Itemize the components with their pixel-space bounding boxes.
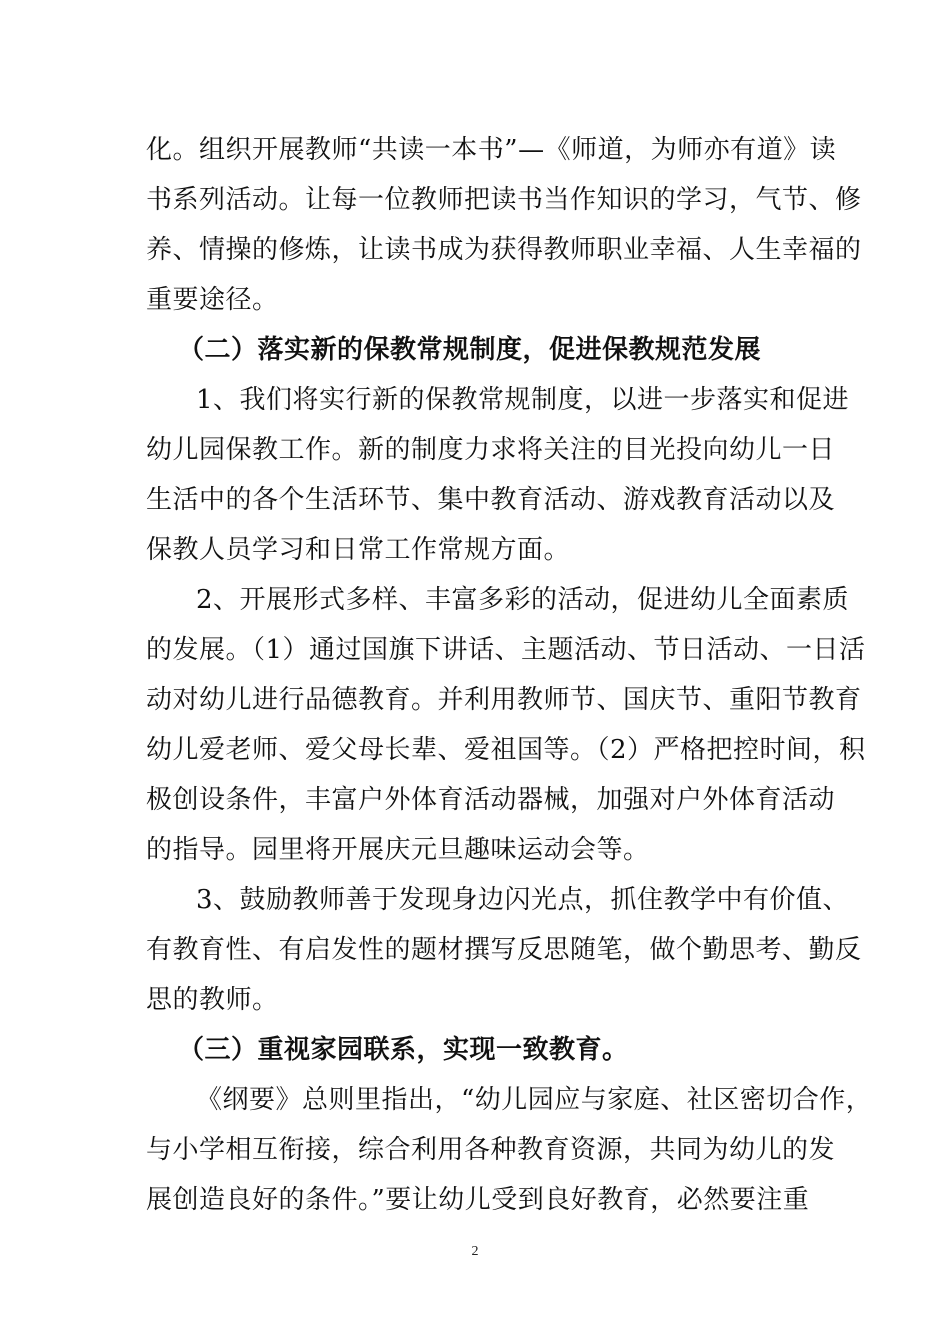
section-heading-3: （三）重视家园联系，实现一致教育。 <box>178 1035 629 1065</box>
body-text-line: 化。组织开展教师“共读一本书”—《师道，为师亦有道》读 <box>146 135 837 165</box>
body-text-line: 《纲要》总则里指出，“幼儿园应与家庭、社区密切合作， <box>196 1085 873 1115</box>
body-text-line: 的指导。园里将开展庆元旦趣味运动会等。 <box>146 835 650 865</box>
page-number: 2 <box>471 1244 479 1259</box>
body-text-line: 幼儿园保教工作。新的制度力求将关注的目光投向幼儿一日 <box>146 435 836 465</box>
body-text-line: 2、开展形式多样、丰富多彩的活动，促进幼儿全面素质 <box>196 585 850 615</box>
body-text-line: 展创造良好的条件。”要让幼儿受到良好教育，必然要注重 <box>146 1185 810 1215</box>
body-text-line: 保教人员学习和日常工作常规方面。 <box>146 535 571 565</box>
section-heading-2: （二）落实新的保教常规制度，促进保教规范发展 <box>178 335 762 365</box>
body-text-line: 1、我们将实行新的保教常规制度，以进一步落实和促进 <box>196 385 850 415</box>
body-text-line: 幼儿爱老师、爱父母长辈、爱祖国等。（2）严格把控时间，积 <box>146 735 866 765</box>
body-text-line: 思的教师。 <box>146 985 279 1015</box>
body-text-line: 与小学相互衔接，综合利用各种教育资源，共同为幼儿的发 <box>146 1135 836 1165</box>
body-text-line: 3、鼓励教师善于发现身边闪光点，抓住教学中有价值、 <box>196 885 850 915</box>
body-text-line: 重要途径。 <box>146 285 279 315</box>
body-text-line: 养、情操的修炼，让读书成为获得教师职业幸福、人生幸福的 <box>146 235 862 265</box>
body-text-line: 的发展。（1）通过国旗下讲话、主题活动、节日活动、一日活 <box>146 635 866 665</box>
body-text-line: 有教育性、有启发性的题材撰写反思随笔，做个勤思考、勤反 <box>146 935 862 965</box>
body-text-line: 动对幼儿进行品德教育。并利用教师节、国庆节、重阳节教育 <box>146 685 862 715</box>
body-text-line: 极创设条件，丰富户外体育活动器械，加强对户外体育活动 <box>146 785 836 815</box>
body-text-line: 生活中的各个生活环节、集中教育活动、游戏教育活动以及 <box>146 485 836 515</box>
body-text-line: 书系列活动。让每一位教师把读书当作知识的学习，气节、修 <box>146 185 862 215</box>
